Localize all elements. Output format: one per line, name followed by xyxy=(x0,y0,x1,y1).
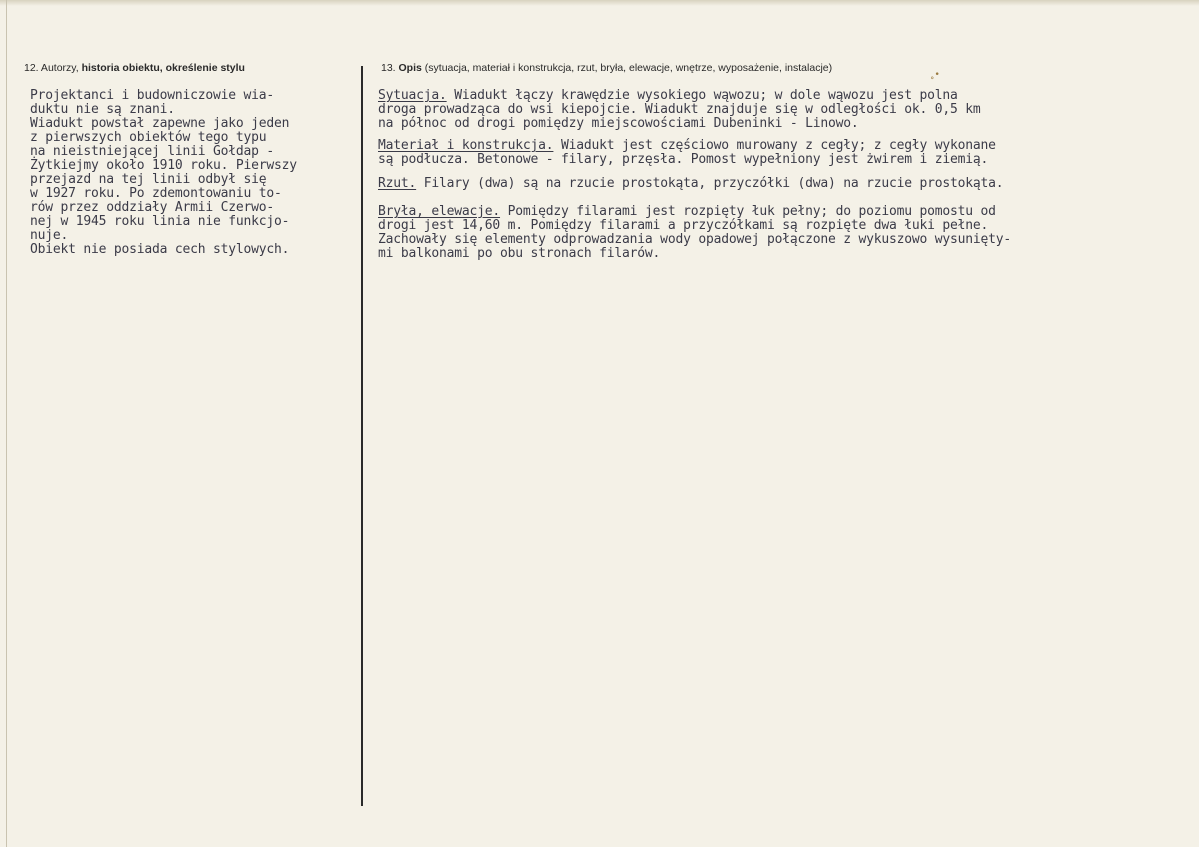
section-line: są podłucza. Betonowe - filary, przęsła. Pomost wypełniony jest żwirem i ziemią. xyxy=(378,152,989,167)
section-label: Sytuacja. xyxy=(378,88,447,103)
left-line: Projektanci i budowniczowie wia- xyxy=(30,88,275,103)
left-line: na nieistniejącej linii Gołdap - xyxy=(30,144,275,159)
heading-authors-history xyxy=(24,62,245,74)
left-line: Obiekt nie posiada cech stylowych. xyxy=(30,242,290,257)
heading-13-bold: Opis xyxy=(398,62,422,74)
section-line: mi balkonami po obu stronach filarów. xyxy=(378,246,661,261)
section-plan xyxy=(378,177,1011,191)
section-text: Wiadukt łączy krawędzie wysokiego wąwozu; w dole wąwozu jest polna xyxy=(446,88,958,103)
section-line: drogi jest 14,60 m. Pomiędzy filarami a przyczółkami są rozpięte dwa łuki pełne. xyxy=(378,218,989,233)
heading-13-prefix: 13. xyxy=(381,62,399,74)
page-left-edge xyxy=(6,0,7,847)
heading-description xyxy=(381,62,832,74)
section-text: Wiadukt jest częściowo murowany z cegły; z cegły wykonane xyxy=(553,138,996,153)
left-line: duktu nie są znani. xyxy=(30,102,175,117)
section-first-line xyxy=(378,139,1011,153)
column-divider xyxy=(361,66,363,806)
section-label: Materiał i konstrukcja. xyxy=(378,138,554,153)
authors-history-text xyxy=(30,89,297,257)
section-first-line xyxy=(378,177,1011,191)
left-line: przejazd na tej linii odbył się xyxy=(30,172,267,187)
section-text: Filary (dwa) są na rzucie prostokąta, przyczółki (dwa) na rzucie prostokąta. xyxy=(416,176,1004,191)
ink-mark: ˳• xyxy=(930,70,940,80)
section-first-line xyxy=(378,89,1011,103)
heading-13-rest: (sytuacja, materiał i konstrukcja, rzut, bryła, elewacje, wnętrze, wyposażenie, instalacje) xyxy=(421,62,833,74)
left-line: Wiadukt powstał zapewne jako jeden xyxy=(30,116,290,131)
section-situation xyxy=(378,89,1011,131)
section-line: droga prowadząca do wsi kiepojcie. Wiadukt znajduje się w odległości ok. 0,5 km xyxy=(378,102,981,117)
heading-12-prefix: 12. Autorzy, xyxy=(24,62,82,74)
heading-12-bold: historia obiektu, określenie stylu xyxy=(81,62,245,74)
left-line: Żytkiejmy około 1910 roku. Pierwszy xyxy=(30,158,297,173)
left-line: nuje. xyxy=(30,228,69,243)
left-line: z pierwszych obiektów tego typu xyxy=(30,130,267,145)
section-material-construction xyxy=(378,139,1011,167)
left-line: w 1927 roku. Po zdemontowaniu to- xyxy=(30,186,282,201)
section-first-line xyxy=(378,205,1011,219)
section-label: Bryła, elewacje. xyxy=(378,204,501,219)
section-text: Pomiędzy filarami jest rozpięty łuk pełny; do poziomu pomostu od xyxy=(500,204,996,219)
left-line: rów przez oddziały Armii Czerwo- xyxy=(30,200,275,215)
section-line: na północ od drogi pomiędzy miejscowościami Dubeninki - Linowo. xyxy=(378,116,859,131)
page-top-edge xyxy=(0,0,1199,6)
section-label: Rzut. xyxy=(378,176,417,191)
section-mass-elevations xyxy=(378,205,1011,261)
left-line: nej w 1945 roku linia nie funkcjo- xyxy=(30,214,290,229)
description-text xyxy=(378,89,1011,261)
section-line: Zachowały się elementy odprowadzania wody opadowej połączone z wykuszowo wysunięty- xyxy=(378,232,1012,247)
